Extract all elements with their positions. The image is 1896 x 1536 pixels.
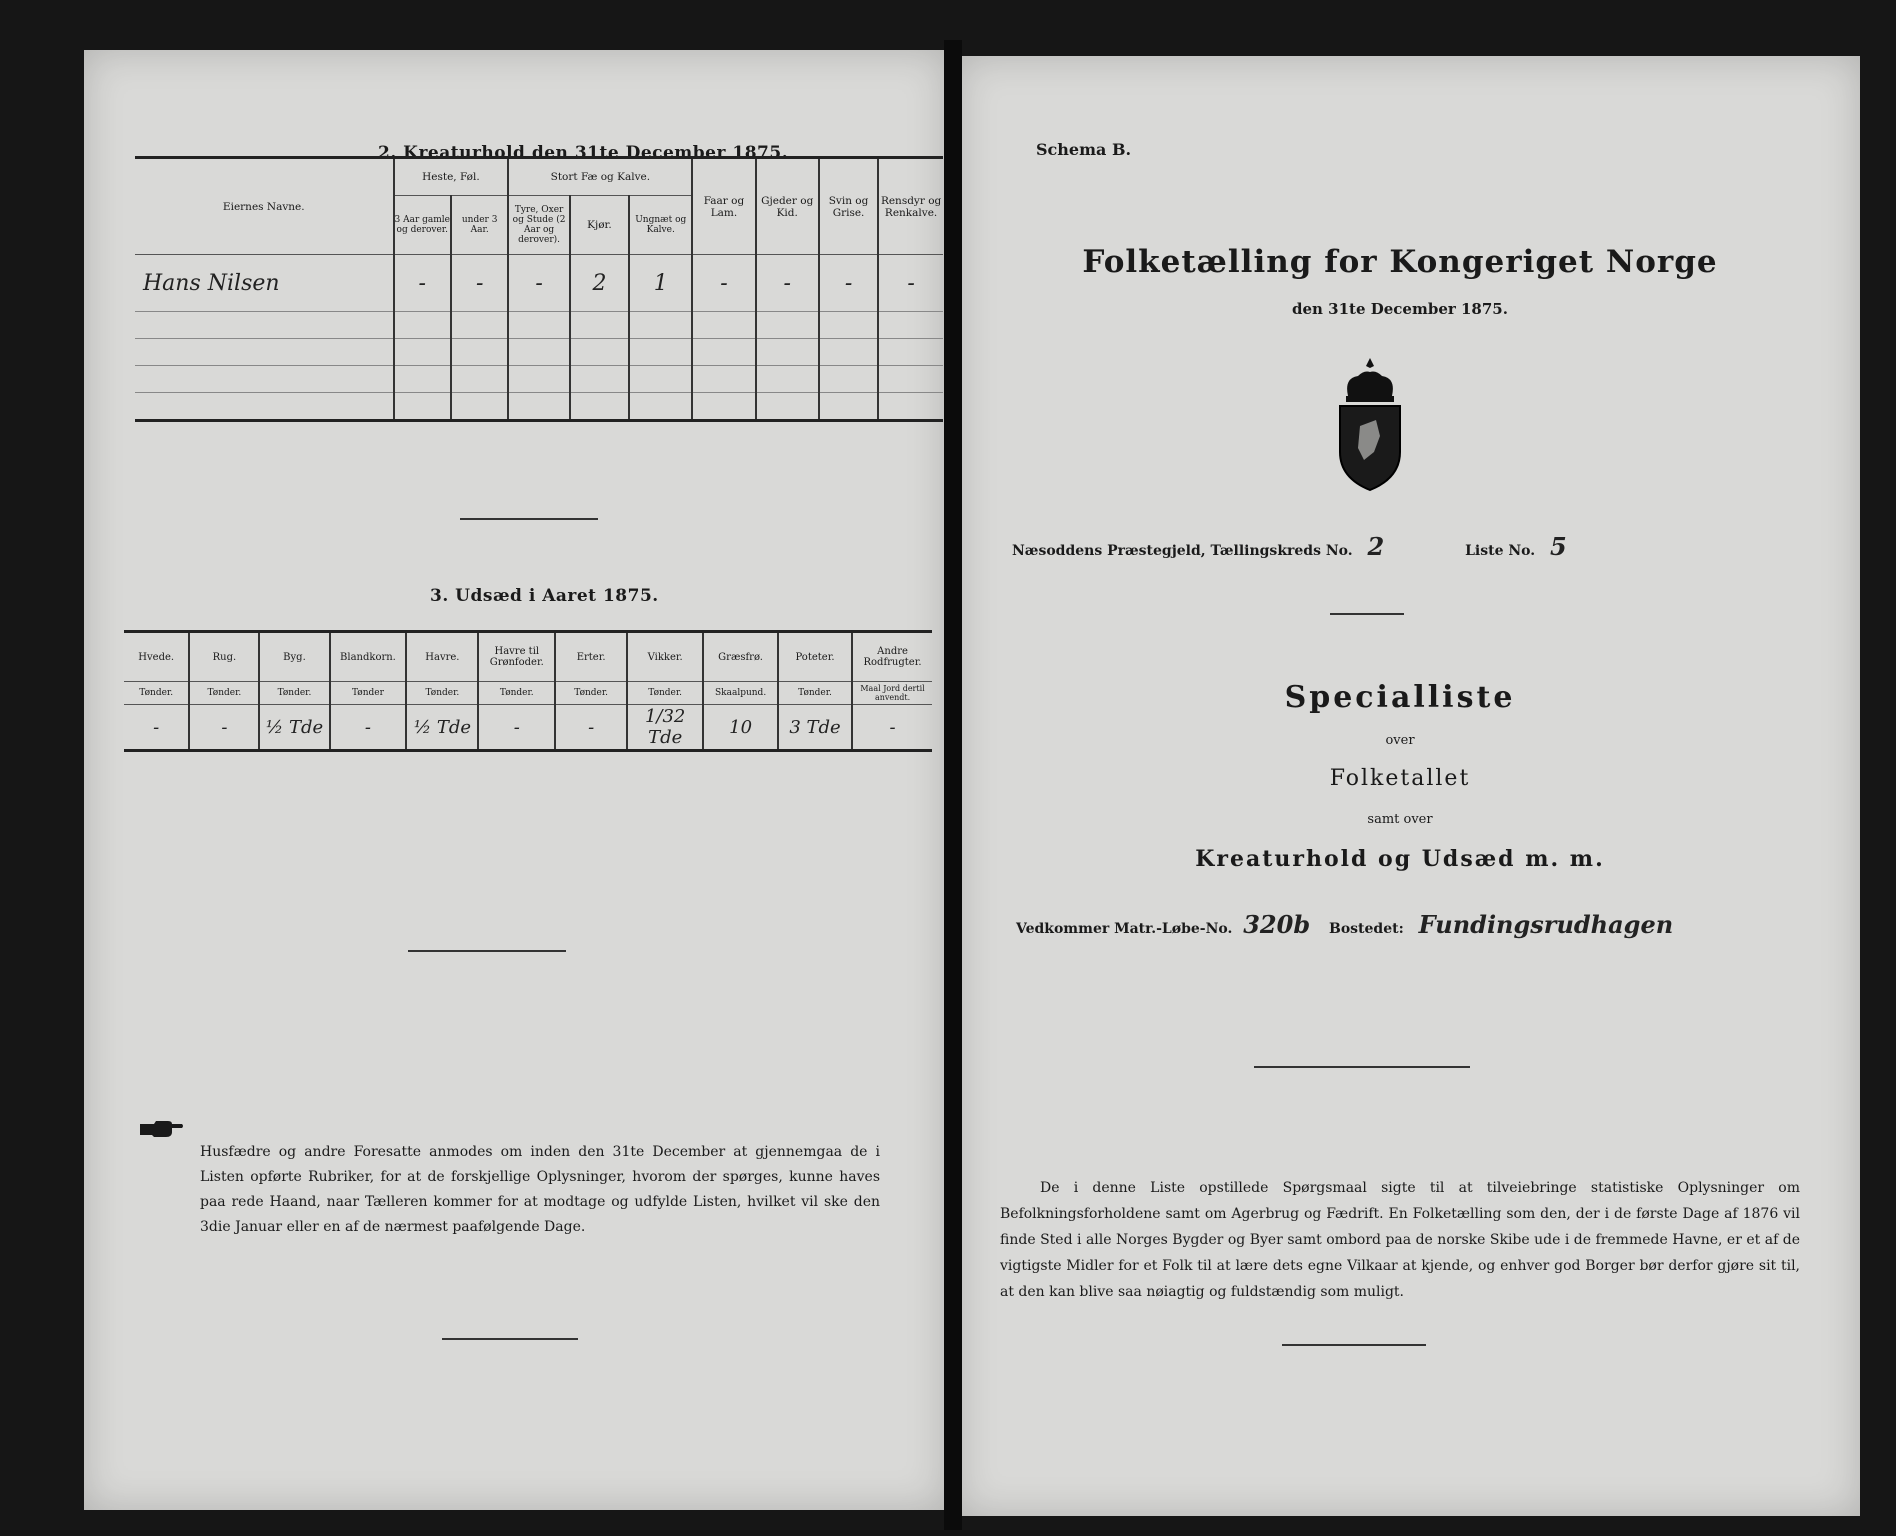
book-spine <box>944 40 962 1530</box>
young-cattle-header: Ungnæt og Kalve. <box>629 196 692 255</box>
kreds-value: 2 <box>1367 532 1385 561</box>
blandkorn-header: Blandkorn. <box>330 632 407 682</box>
divider-line <box>408 950 566 952</box>
erter-unit: Tønder. <box>555 682 627 705</box>
poteter-header: Poteter. <box>778 632 852 682</box>
vikker-header: Vikker. <box>627 632 703 682</box>
rug-unit: Tønder. <box>189 682 259 705</box>
bosted-value: Fundingsrudhagen <box>1418 910 1674 939</box>
divider-line <box>1254 1066 1470 1068</box>
table-row <box>135 339 943 366</box>
table-row <box>135 312 943 339</box>
hvede-value: - <box>124 705 189 751</box>
census-explanation: De i denne Liste opstillede Spørgsmaal sigte til at tilveiebringe statistiske Oplysninger om Befolkningsforholdene samt om Agerbrug og Fædrift. En Folketælling som den, der i de første Dage af 1876 vil finde Sted i alle Norges Bygder og Byer samt ombord paa de norske Skibe ude i de fremmede Havne, er et af de vigtigste Midler for et Folk til at lære dets egne Vilkaar at kjende, og enhver god Borger bør derfor gjøre sit til, at den kan blive saa nøiagtig og fuldstændig som muligt. <box>1000 1180 1800 1300</box>
bosted-label: Bostedet: <box>1329 921 1404 937</box>
matr-label: Vedkommer Matr.-Løbe-No. <box>1016 921 1233 937</box>
byg-unit: Tønder. <box>259 682 329 705</box>
sheep-value: - <box>692 255 755 312</box>
divider-line <box>460 518 598 520</box>
census-date: den 31te December 1875. <box>1292 300 1508 318</box>
blandkorn-value: - <box>330 705 407 751</box>
kreds-label: Tællingskreds No. <box>1210 543 1353 559</box>
table-row <box>135 393 943 421</box>
section3-title: 3. Udsæd i Aaret 1875. <box>430 586 659 606</box>
folketallet-label: Folketallet <box>1329 766 1471 791</box>
horses-old-value: - <box>394 255 452 312</box>
schema-label: Schema B. <box>1036 140 1132 159</box>
owner-header: Eiernes Navne. <box>135 158 394 255</box>
young-cattle-value: 1 <box>629 255 692 312</box>
poteter-value: 3 Tde <box>778 705 852 751</box>
over-label: over <box>1385 733 1415 748</box>
graesfro-header: Græsfrø. <box>703 632 778 682</box>
divider-line <box>1330 613 1404 615</box>
livestock-table <box>135 156 943 422</box>
table-row <box>135 255 943 312</box>
bulls-header: Tyre, Oxer og Stude (2 Aar og derover). <box>508 196 570 255</box>
horses-young-value: - <box>451 255 508 312</box>
byg-value: ½ Tde <box>259 705 329 751</box>
andre-header: Andre Rodfrugter. <box>852 632 932 682</box>
graesfro-value: 10 <box>703 705 778 751</box>
havre-header: Havre. <box>406 632 478 682</box>
samt-over-label: samt over <box>1367 812 1433 827</box>
horses-young-header: under 3 Aar. <box>451 196 508 255</box>
byg-header: Byg. <box>259 632 329 682</box>
havre-unit: Tønder. <box>406 682 478 705</box>
rug-header: Rug. <box>189 632 259 682</box>
cows-value: 2 <box>570 255 629 312</box>
divider-line <box>1282 1344 1426 1346</box>
pointing-hand-icon <box>138 1118 184 1140</box>
cows-header: Kjør. <box>570 196 629 255</box>
havre-value: ½ Tde <box>406 705 478 751</box>
cattle-header: Stort Fæ og Kalve. <box>508 158 692 196</box>
goats-header: Gjeder og Kid. <box>756 158 819 255</box>
hvede-header: Hvede. <box>124 632 189 682</box>
matr-line <box>1016 910 1846 939</box>
andre-value: - <box>852 705 932 751</box>
horses-old-header: 3 Aar gamle og derover. <box>394 196 452 255</box>
instructions-notice: Husfædre og andre Foresatte anmodes om inden den 31te December at gjennemgaa de i Listen opførte Rubriker, for at de forskjellige Oplysninger, hvorom der spørges, kunne haves paa rede Haand, naar Tælleren kommer for at modtage og udfylde Listen, hvilket vil ske den 3die Januar eller en af de nærmest paafølgende Dage. <box>200 1144 880 1235</box>
reindeer-header: Rensdyr og Renkalve. <box>878 158 943 255</box>
sowing-table <box>124 630 932 752</box>
district-line <box>1012 532 1852 561</box>
erter-value: - <box>555 705 627 751</box>
parish-name: Næsoddens Præstegjeld, <box>1012 543 1206 559</box>
bulls-value: - <box>508 255 570 312</box>
blandkorn-unit: Tønder <box>330 682 407 705</box>
erter-header: Erter. <box>555 632 627 682</box>
divider-line <box>442 1338 578 1340</box>
rug-value: - <box>189 705 259 751</box>
havre-gron-unit: Tønder. <box>478 682 555 705</box>
pigs-header: Svin og Grise. <box>819 158 878 255</box>
vikker-unit: Tønder. <box>627 682 703 705</box>
poteter-unit: Tønder. <box>778 682 852 705</box>
vikker-value: 1/32 Tde <box>627 705 703 751</box>
sheep-header: Faar og Lam. <box>692 158 755 255</box>
graesfro-unit: Skaalpund. <box>703 682 778 705</box>
hvede-unit: Tønder. <box>124 682 189 705</box>
table-row <box>135 366 943 393</box>
matr-value: 320b <box>1243 910 1311 939</box>
havre-gron-header: Havre til Grønfoder. <box>478 632 555 682</box>
kreaturhold-heading: Kreaturhold og Udsæd m. m. <box>1195 846 1605 872</box>
census-title: Folketælling for Kongeriget Norge <box>1082 244 1718 280</box>
goats-value: - <box>756 255 819 312</box>
specialliste-heading: Specialliste <box>1284 680 1516 715</box>
liste-label: Liste No. <box>1465 543 1536 559</box>
table-row <box>124 705 932 751</box>
liste-value: 5 <box>1550 532 1567 561</box>
horses-header: Heste, Føl. <box>394 158 509 196</box>
havre-gron-value: - <box>478 705 555 751</box>
pigs-value: - <box>819 255 878 312</box>
owner-name: Hans Nilsen <box>135 255 394 312</box>
section2-title: 2. Kreaturhold den 31te December 1875. <box>378 143 789 163</box>
coat-of-arms-icon <box>1334 356 1406 494</box>
andre-unit: Maal Jord dertil anvendt. <box>852 682 932 705</box>
reindeer-value: - <box>878 255 943 312</box>
